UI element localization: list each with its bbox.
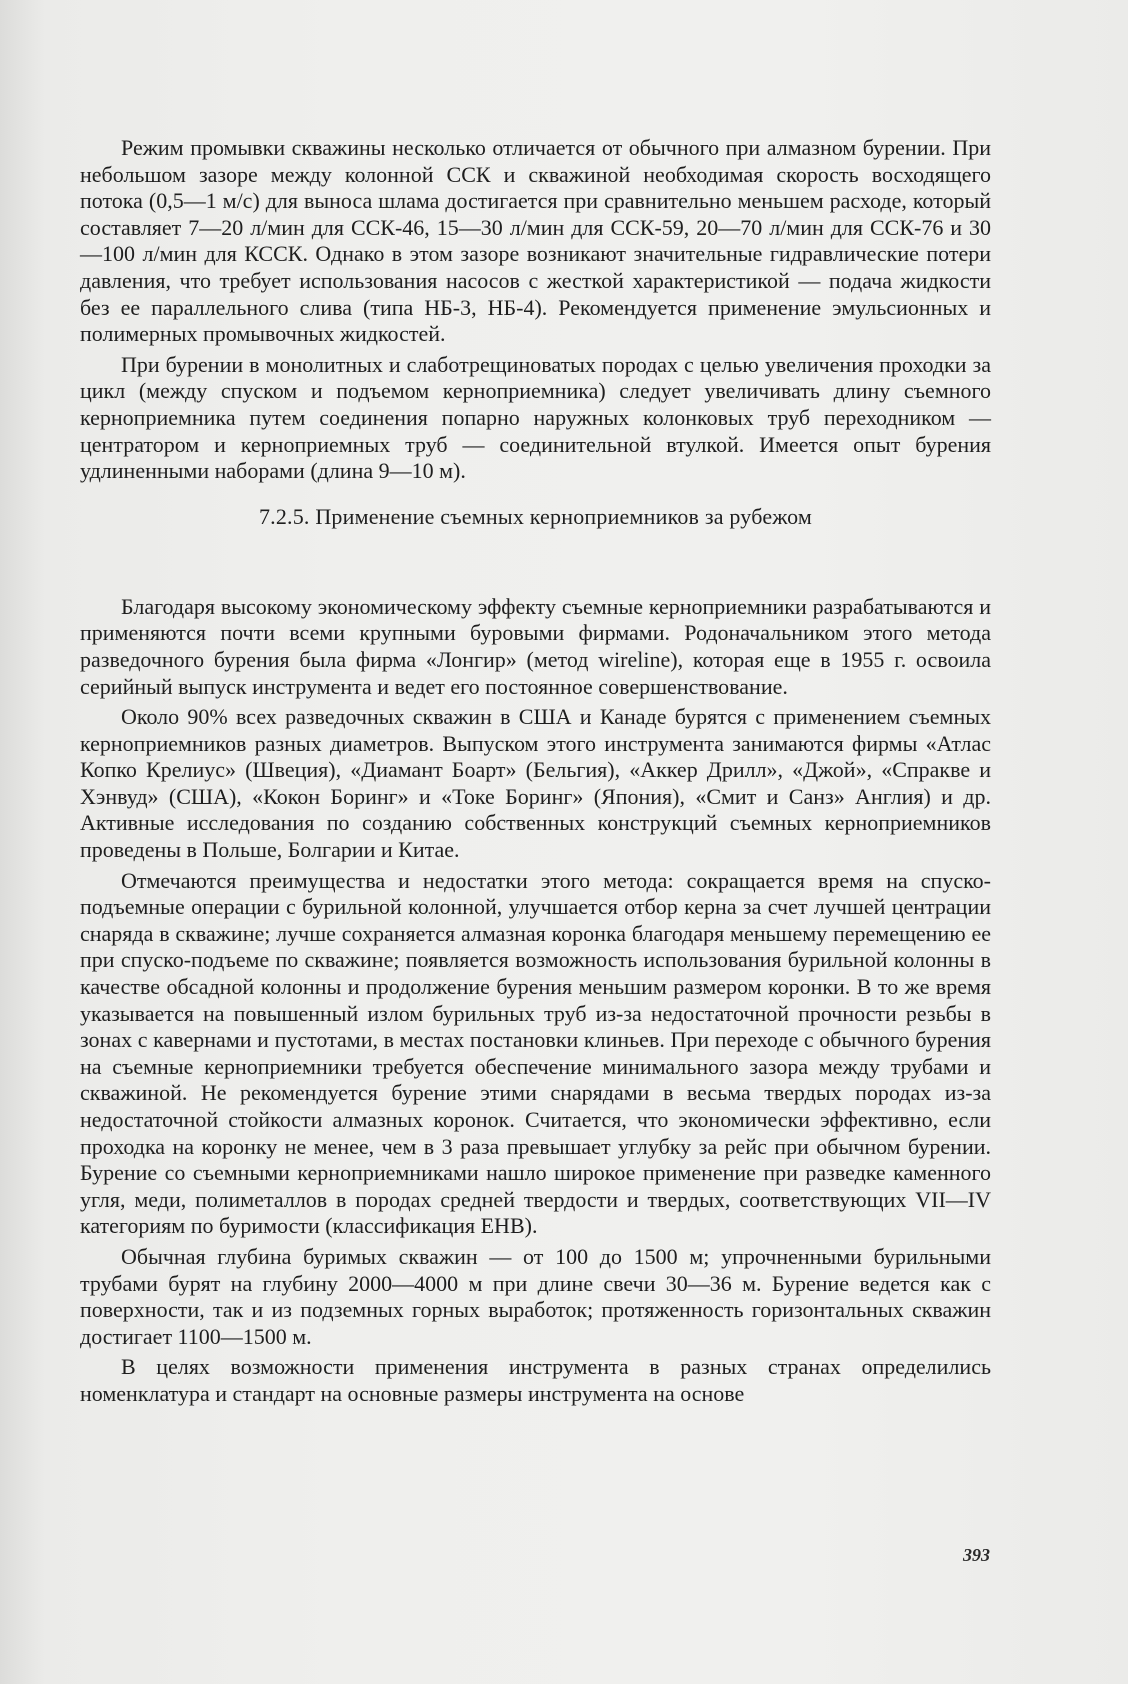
section-heading: 7.2.5. Применение съемных керноприемников за рубежом: [258, 503, 813, 529]
paragraph-standards: В целях возможности применения инструмента в разных странах определились номенклатура и стандарт на основные размеры инструмента на основе: [80, 1354, 991, 1406]
page-number: 393: [963, 1545, 990, 1565]
paragraph-core-barrel-length: При бурении в монолитных и слаботрещиноватых породах с целью увеличения проходки за цикл (между спуском и подъемом керноприемника) следует увеличивать длину съемного керноприемника путем соединения попарно наружных колонковых труб переходником — центратором и керноприемных труб — соединительной втулкой. Имеется опыт бурения удлиненными наборами (длина 9—10 м).: [80, 351, 991, 484]
paragraph-drilling-depth: Обычная глубина буримых скважин — от 100 до 1500 м; упрочненными бурильными трубами бурят на глубину 2000—4000 м при длине свечи 30—36 м. Бурение ведется как с поверхности, так и из подземных горных выработок; протяженность горизонтальных скважин достигает 1100—1500 м.: [80, 1243, 991, 1349]
paragraph-advantages: Отмечаются преимущества и недостатки этого метода: сокращается время на спуско-подъемные операции с бурильной колонной, улучшается отбор керна за счет лучшей центрации снаряда в скважине; лучше сохраняется алмазная коронка благодаря меньшему перемещению ее при спуско-подъеме по скважине; появляется возможность использования бурильной колонны в качестве обсадной колонны и продолжение бурения меньшим размером коронки. В то же время указывается на повышенный излом бурильных труб из-за недостаточной прочности резьбы в зонах с кавернами и пустотами, в местах постановки клиньев. При переходе с обычного бурения на съемные керноприемники требуется обеспечение минимального зазора между трубами и скважиной. Не рекомендуется бурение этими снарядами в весьма твердых породах из-за недостаточной стойкости алмазных коронок. Считается, что экономически эффективно, если проходка на коронку не менее, чем в 3 раза превышает углубку за рейс при обычном бурении. Бурение со съемными керноприемниками нашло широкое применение при разведке каменного угля, меди, полиметаллов в породах средней твердости и твердых, соответствующих VII—IV категориям по буримости (классификация ЕНВ).: [80, 867, 991, 1239]
paragraph-usa-canada: Около 90% всех разведочных скважин в США и Канаде бурятся с применением съемных керноприемников разных диаметров. Выпуском этого инструмента занимаются фирмы «Атлас Копко Крелиус» (Швеция), «Диамант Боарт» (Бельгия), «Аккер Дрилл», «Джой», «Спракве и Хэнвуд» (США), «Кокон Боринг» и «Токе Боринг» (Япония), «Смит и Санз» Англия) и др. Активные исследования по созданию собственных конструкций съемных керноприемников проведены в Польше, Болгарии и Китае.: [80, 704, 991, 863]
text-block: [80, 135, 991, 1408]
paragraph-flushing-mode: Режим промывки скважины несколько отличается от обычного при алмазном бурении. При небольшом зазоре между колонной ССК и скважиной необходимая скорость восходящего потока (0,5—1 м/с) для выноса шлама достигается при сравнительно меньшем расходе, который составляет 7—20 л/мин для ССК-46, 15—30 л/мин для ССК-59, 20—70 л/мин для ССК-76 и 30—100 л/мин для КССК. Однако в этом зазоре возникают значительные гидравлические потери давления, что требует использования насосов с жесткой характеристикой — подача жидкости без ее параллельного слива (типа НБ-3, НБ-4). Рекомендуется применение эмульсионных и полимерных промывочных жидкостей.: [80, 135, 991, 347]
paragraph-economic-effect: Благодаря высокому экономическому эффекту съемные керноприемники разрабатываются и применяются почти всеми крупными буровыми фирмами. Родоначальником этого метода разведочного бурения была фирма «Лонгир» (метод wireline), которая еще в 1955 г. освоила серийный выпуск инструмента и ведет его постоянное совершенствование.: [80, 593, 991, 699]
